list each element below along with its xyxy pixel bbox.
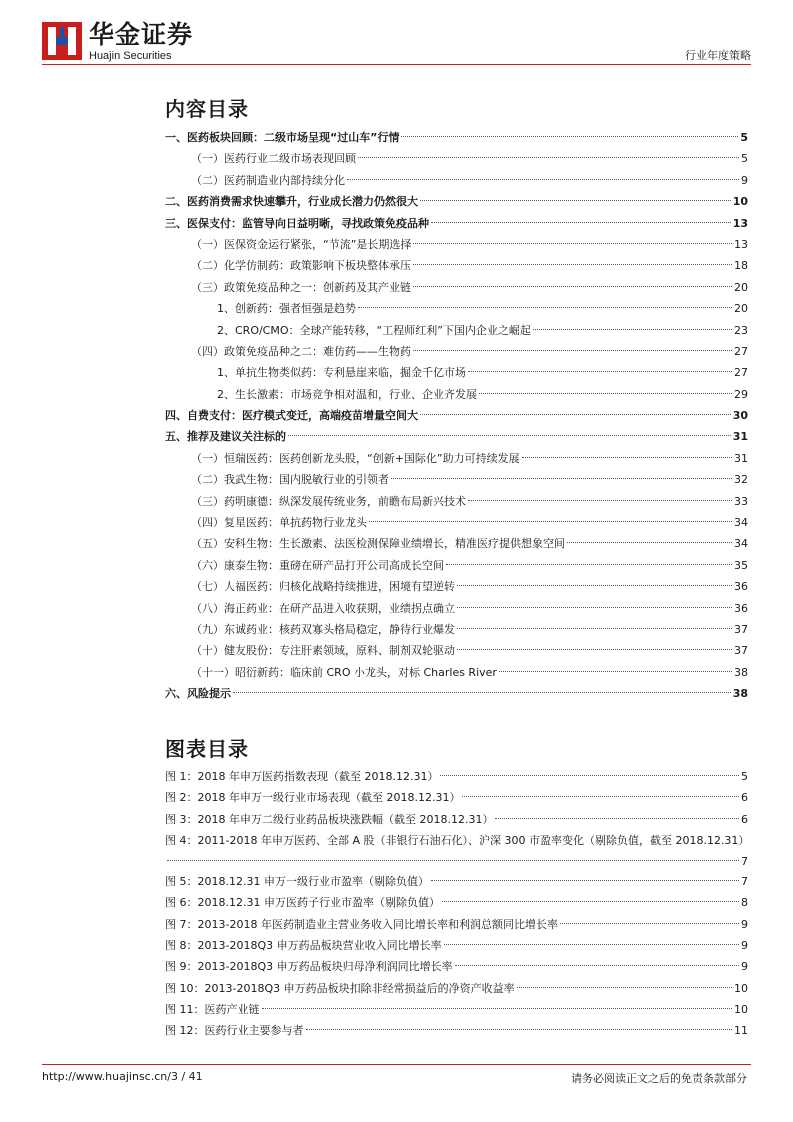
figures-list-title: 图表目录	[165, 737, 249, 761]
figure-entry-title: 图 1：2018 年申万医药指数表现（截至 2018.12.31）	[165, 770, 439, 783]
toc-entry-title: （七）人福医药：归核化战略持续推进，困境有望逆转	[191, 580, 455, 594]
figure-entry-title: 图 4：2011-2018 年申万医药、全部 A 股（非银行石油石化）、沪深 300 市盈率变化（剔除负值，截至 2018.12.31）	[165, 833, 750, 847]
toc-entry[interactable]	[165, 406, 748, 427]
figure-entry[interactable]	[165, 936, 748, 957]
toc-entry-title: （四）政策免疫品种之二：难仿药——生物药	[191, 344, 411, 358]
leader-dots	[457, 649, 732, 650]
toc-entry[interactable]	[165, 385, 748, 406]
toc-entry-title: （五）安科生物：生长激素、法医检测保障业绩增长，精准医疗提供想象空间	[191, 537, 565, 551]
leader-dots	[444, 944, 739, 945]
toc-entry[interactable]	[165, 620, 748, 641]
figure-entry-title: 图 10：2013-2018Q3 申万药品板块扣除非经常损益后的净资产收益率	[165, 981, 515, 995]
toc-entry-page: 38	[734, 665, 748, 679]
figure-entry-page: 6	[741, 791, 748, 805]
toc-entry-page: 37	[734, 644, 748, 658]
toc-entry[interactable]	[165, 235, 748, 256]
figure-entry-title: 图 11：医药产业链	[165, 1002, 260, 1016]
toc-entry[interactable]	[165, 299, 748, 320]
toc-entry[interactable]	[165, 470, 748, 491]
figure-entry[interactable]	[165, 979, 748, 1000]
toc-entry-title: （十）健友股份：专注肝素领域，原料、制剂双轮驱动	[191, 644, 455, 658]
toc-entry-title: （一）医药行业二级市场表现回顾	[191, 152, 356, 166]
toc-entry-title: 1、单抗生物类似药：专利悬崖来临，掘金千亿市场	[217, 366, 466, 380]
leader-dots	[391, 478, 732, 479]
figure-entry[interactable]	[165, 767, 748, 788]
leader-dots	[442, 901, 739, 902]
toc-entry-page: 27	[734, 344, 748, 358]
leader-dots	[413, 264, 732, 265]
toc-entry-page: 10	[732, 195, 748, 209]
leader-dots	[431, 880, 739, 881]
toc-entry-page: 9	[741, 173, 748, 187]
toc-entry-page: 5	[740, 131, 748, 144]
leader-dots	[369, 521, 732, 522]
toc-entry-page: 33	[734, 494, 748, 508]
toc-entry-page: 30	[732, 409, 748, 423]
leader-dots	[495, 818, 739, 819]
toc-entry[interactable]	[165, 492, 748, 513]
toc-entry[interactable]	[165, 556, 748, 577]
figure-entry-page: 9	[741, 960, 748, 974]
leader-dots	[288, 435, 731, 436]
leader-dots	[533, 329, 732, 330]
toc-entry[interactable]	[165, 513, 748, 534]
leader-dots	[446, 564, 732, 565]
toc-entry-title: 六、风险提示	[165, 687, 231, 701]
toc-entry-page: 27	[734, 366, 748, 380]
toc-entry-page: 18	[734, 259, 748, 273]
figure-entry-page: 7	[741, 855, 748, 869]
figure-entry-page: 10	[734, 981, 748, 995]
toc-entry-title: （三）药明康德：纵深发展传统业务，前瞻布局新兴技术	[191, 494, 466, 508]
toc-entry[interactable]	[165, 214, 748, 235]
toc-entry[interactable]	[165, 577, 748, 598]
figure-entry-page: 11	[734, 1024, 748, 1038]
figure-entry-title: 图 8：2013-2018Q3 申万药品板块营业收入同比增长率	[165, 939, 442, 953]
toc-title: 内容目录	[165, 97, 249, 121]
leader-dots	[457, 585, 732, 586]
toc-entry[interactable]	[165, 192, 748, 213]
toc-entry-title: 三、医保支付：监管导向日益明晰，寻找政策免疫品种	[165, 216, 429, 230]
leader-dots	[413, 243, 732, 244]
leader-dots	[358, 157, 739, 158]
toc-entry[interactable]	[165, 534, 748, 555]
leader-dots	[420, 200, 731, 201]
leader-dots	[457, 607, 732, 608]
toc-entry[interactable]	[165, 641, 748, 662]
leader-dots	[233, 692, 731, 693]
leader-dots	[455, 965, 739, 966]
footer-divider	[42, 1064, 751, 1065]
toc-entry-page: 38	[732, 687, 748, 701]
toc-entry[interactable]	[165, 342, 748, 363]
toc-entry-title: （六）康泰生物：重磅在研产品打开公司高成长空间	[191, 558, 444, 572]
figure-entry[interactable]	[165, 831, 748, 852]
leader-dots	[462, 796, 739, 797]
leader-dots	[420, 414, 731, 415]
toc-entry-title: （四）复星医药：单抗药物行业龙头	[191, 516, 367, 530]
toc-entry-title: （一）医保资金运行紧张，“节流”是长期选择	[191, 237, 412, 251]
toc-entry-page: 32	[734, 473, 748, 487]
figure-entry-page: 5	[741, 770, 748, 783]
brand-name-en: Huajin Securities	[89, 50, 172, 62]
footer-url[interactable]: http://www.huajinsc.cn/3 / 41	[42, 1070, 203, 1083]
leader-dots	[440, 775, 739, 776]
toc-entry[interactable]	[165, 663, 748, 684]
figure-entry-page: 10	[734, 1002, 748, 1016]
header-divider	[42, 64, 751, 65]
toc-entry-title: （三）政策免疫品种之一：创新药及其产业链	[191, 280, 411, 294]
toc-entry-title: （九）东诚药业：核药双寡头格局稳定，静待行业爆发	[191, 622, 455, 636]
leader-dots	[413, 350, 732, 351]
leader-dots	[522, 457, 732, 458]
toc-entry-page: 20	[734, 280, 748, 294]
toc-entry[interactable]	[165, 363, 748, 384]
toc-entry-title: 2、CRO/CMO：全球产能转移，“工程师红利”下国内企业之崛起	[217, 323, 531, 337]
toc-entry-page: 20	[734, 302, 748, 316]
table-of-contents	[165, 128, 748, 706]
toc-entry-page: 35	[734, 558, 748, 572]
figure-entry-title: 图 2：2018 年申万一级行业市场表现（截至 2018.12.31）	[165, 791, 461, 805]
toc-entry[interactable]	[165, 149, 748, 170]
figure-entry-page: 9	[741, 939, 748, 953]
toc-entry-title: （二）我武生物：国内脱敏行业的引领者	[191, 473, 389, 487]
toc-entry-title: （二）化学仿制药：政策影响下板块整体承压	[191, 259, 411, 273]
leader-dots	[567, 542, 732, 543]
toc-entry-title: 五、推荐及建议关注标的	[165, 430, 286, 444]
leader-dots	[431, 222, 731, 223]
leader-dots	[358, 307, 732, 308]
report-type: 行业年度策略	[685, 49, 751, 62]
toc-entry-page: 34	[734, 516, 748, 530]
toc-entry-title: 1、创新药：强者恒强是趋势	[217, 302, 356, 316]
figure-entry-title: 图 12：医药行业主要参与者	[165, 1024, 304, 1038]
toc-entry-title: 四、自费支付：医疗模式变迁，高端疫苗增量空间大	[165, 409, 418, 423]
toc-entry-page: 37	[734, 622, 748, 636]
toc-entry-page: 31	[732, 430, 748, 444]
figure-entry-page: 9	[741, 917, 748, 931]
leader-dots	[479, 393, 732, 394]
figure-entry[interactable]	[165, 915, 748, 936]
toc-entry-title: 一、医药板块回顾：二级市场呈现“过山车”行情	[165, 131, 400, 144]
leader-dots	[517, 987, 732, 988]
figure-entry[interactable]	[165, 893, 748, 914]
figure-entry-title: 图 3：2018 年申万二级行业药品板块涨跌幅（截至 2018.12.31）	[165, 812, 494, 826]
figure-entry[interactable]	[165, 788, 748, 809]
toc-entry[interactable]	[165, 684, 748, 705]
toc-entry-title: （十一）昭衍新药：临床前 CRO 小龙头，对标 Charles River	[191, 665, 497, 679]
toc-entry-page: 31	[734, 451, 748, 465]
brand-name-cn: 华金证券	[89, 20, 194, 49]
figure-entry[interactable]	[165, 957, 748, 978]
leader-dots	[262, 1008, 733, 1009]
figure-entry-title: 图 7：2013-2018 年医药制造业主营业务收入同比增长率和利润总额同比增长率	[165, 917, 558, 931]
leader-dots	[401, 136, 738, 137]
toc-entry-page: 34	[734, 537, 748, 551]
toc-entry[interactable]	[165, 321, 748, 342]
figure-entry-page: 7	[741, 875, 748, 889]
toc-entry[interactable]	[165, 171, 748, 192]
toc-entry-title: （八）海正药业：在研产品进入收获期，业绩拐点确立	[191, 601, 455, 615]
figure-entry-page: 8	[741, 896, 748, 910]
figure-entry[interactable]	[165, 1021, 748, 1042]
huajin-logo-icon	[42, 22, 82, 60]
leader-dots	[499, 671, 732, 672]
toc-entry[interactable]	[165, 449, 748, 470]
leader-dots	[306, 1029, 733, 1030]
toc-entry-title: （二）医药制造业内部持续分化	[191, 173, 345, 187]
figure-entry-continuation[interactable]	[165, 852, 748, 872]
toc-entry-page: 23	[734, 323, 748, 337]
toc-entry-title: 2、生长激素：市场竞争相对温和，行业、企业齐发展	[217, 387, 477, 401]
leader-dots	[468, 500, 732, 501]
toc-entry-page: 29	[734, 387, 748, 401]
toc-entry-page: 13	[734, 237, 748, 251]
toc-entry[interactable]	[165, 599, 748, 620]
footer-disclaimer: 请务必阅读正文之后的免责条款部分	[571, 1072, 747, 1085]
toc-entry-page: 13	[732, 216, 748, 230]
figure-entry-title: 图 9：2013-2018Q3 申万药品板块归母净利润同比增长率	[165, 960, 453, 974]
toc-entry-title: （一）恒瑞医药：医药创新龙头股，“创新+国际化”助力可持续发展	[191, 451, 520, 465]
leader-dots	[457, 628, 732, 629]
toc-entry-page: 36	[734, 580, 748, 594]
leader-dots	[468, 371, 732, 372]
toc-entry-page: 36	[734, 601, 748, 615]
toc-entry[interactable]	[165, 427, 748, 448]
toc-entry-page: 5	[741, 152, 748, 166]
leader-dots	[413, 286, 732, 287]
toc-entry-title: 二、医药消费需求快速攀升，行业成长潜力仍然很大	[165, 195, 418, 209]
figure-entry[interactable]	[165, 1000, 748, 1021]
figures-list	[165, 767, 748, 1043]
leader-dots	[167, 860, 739, 861]
figure-entry[interactable]	[165, 810, 748, 831]
figure-entry[interactable]	[165, 872, 748, 893]
toc-entry[interactable]	[165, 256, 748, 277]
leader-dots	[560, 923, 739, 924]
leader-dots	[347, 179, 739, 180]
page-header	[0, 0, 793, 66]
figure-entry-title: 图 6：2018.12.31 申万医药子行业市盈率（剔除负值）	[165, 896, 440, 910]
toc-entry[interactable]	[165, 128, 748, 149]
toc-entry[interactable]	[165, 278, 748, 299]
figure-entry-title: 图 5：2018.12.31 申万一级行业市盈率（剔除负值）	[165, 875, 429, 889]
figure-entry-page: 6	[741, 812, 748, 826]
